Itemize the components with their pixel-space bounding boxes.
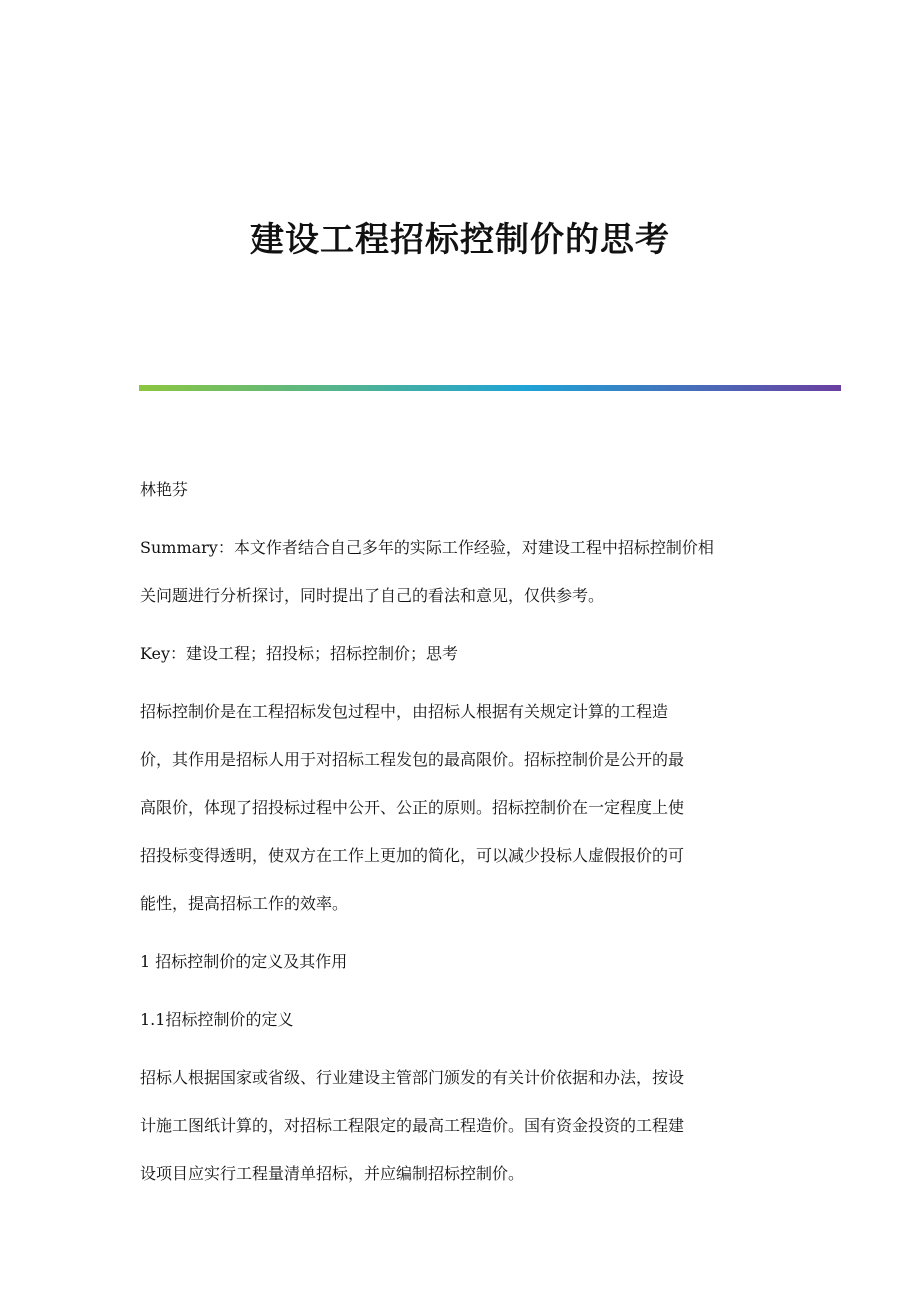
summary-line: Summary：本文作者结合自己多年的实际工作经验，对建设工程中招标控制价相	[140, 538, 714, 557]
summary-line: 关问题进行分析探讨，同时提出了自己的看法和意见，仅供参考。	[140, 586, 605, 605]
keywords-line: Key：建设工程；招投标；招标控制价；思考	[140, 644, 459, 663]
section-heading-1-1: 1.1招标控制价的定义	[140, 1010, 294, 1029]
intro-line: 招标控制价是在工程招标发包过程中，由招标人根据有关规定计算的工程造	[140, 702, 669, 721]
definition-line: 设项目应实行工程量清单招标，并应编制招标控制价。	[140, 1164, 525, 1183]
gradient-divider	[139, 385, 841, 391]
definition-paragraph	[140, 1054, 790, 1198]
author-name: 林艳芬	[140, 480, 189, 499]
intro-line: 能性，提高招标工作的效率。	[140, 894, 349, 913]
intro-line: 价，其作用是招标人用于对招标工程发包的最高限价。招标控制价是公开的最	[140, 750, 685, 769]
definition-line: 招标人根据国家或省级、行业建设主管部门颁发的有关计价依据和办法，按设	[140, 1068, 685, 1087]
intro-line: 高限价，体现了招投标过程中公开、公正的原则。招标控制价在一定程度上使	[140, 798, 685, 817]
definition-line: 计施工图纸计算的，对招标工程限定的最高工程造价。国有资金投资的工程建	[140, 1116, 685, 1135]
section-heading-1: 1 招标控制价的定义及其作用	[140, 952, 348, 971]
summary-paragraph	[140, 524, 790, 620]
document-body	[140, 466, 790, 1198]
intro-paragraph	[140, 688, 790, 928]
document-title: 建设工程招标控制价的思考	[250, 220, 670, 260]
intro-line: 招投标变得透明，使双方在工作上更加的简化，可以减少投标人虚假报价的可	[140, 846, 685, 865]
